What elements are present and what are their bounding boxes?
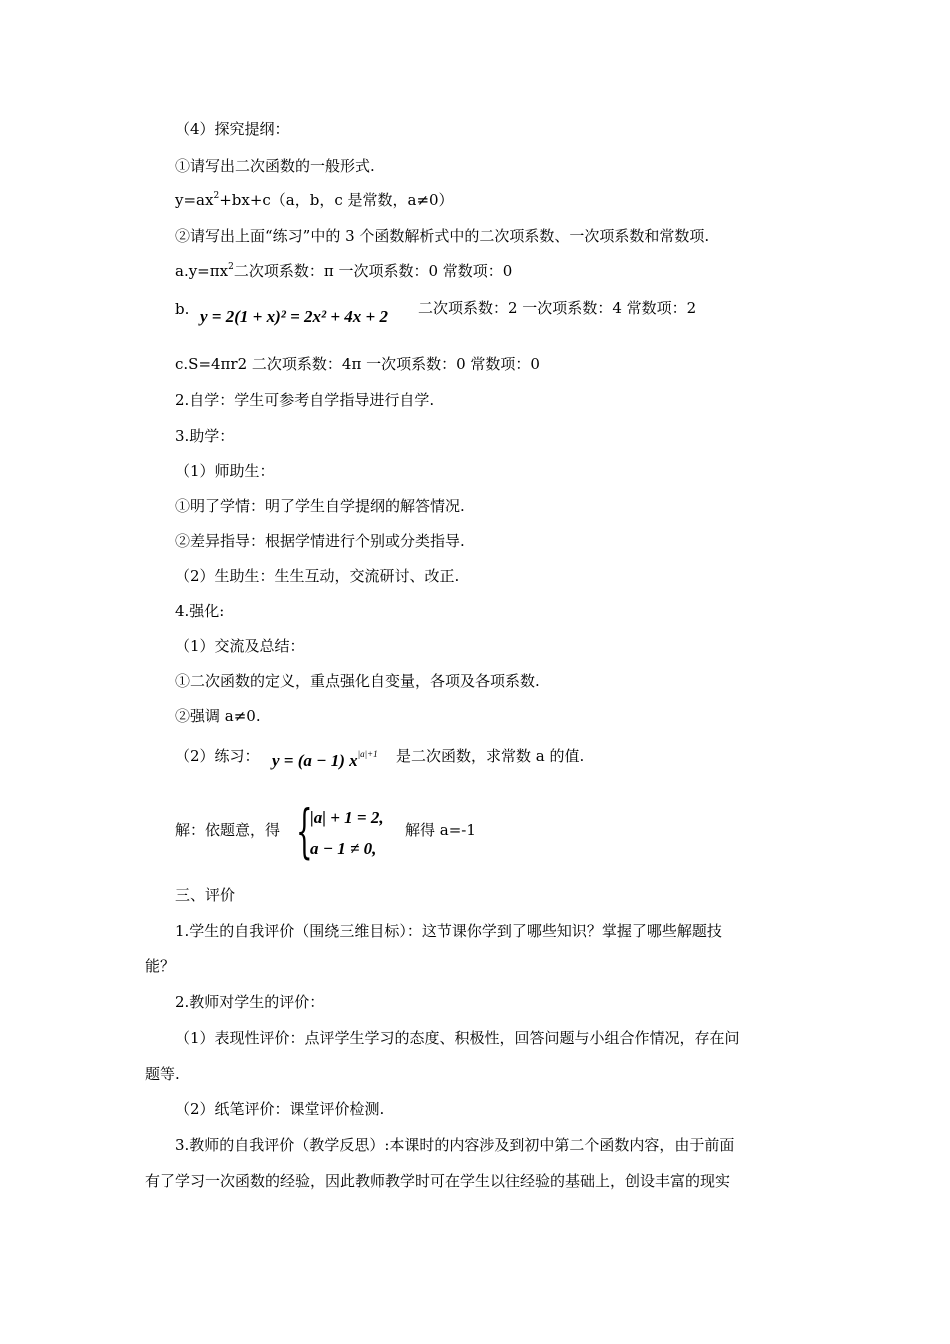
summary-item-1: ①二次函数的定义，重点强化自变量，各项及各项系数. bbox=[175, 672, 540, 690]
step-reinforce: 4.强化: bbox=[175, 602, 225, 620]
solution-label: 解：依题意，得 bbox=[175, 821, 281, 839]
teacher-help-item-2: ②差异指导：根据学情进行个别或分类指导. bbox=[175, 532, 465, 550]
general-form-pre: y=ax bbox=[175, 191, 214, 209]
exchange-summary-heading: （1）交流及总结： bbox=[175, 637, 305, 655]
question-coefficients: ②请写出上面“练习”中的 3 个函数解析式中的二次项系数、一次项系数和常数项. bbox=[175, 227, 710, 245]
heading-exploration-outline: （4）探究提纲： bbox=[175, 120, 290, 138]
example-b-label: b. bbox=[175, 300, 190, 318]
example-c: c.S=4πr2 二次项系数：4π 一次项系数：0 常数项：0 bbox=[175, 355, 540, 373]
written-evaluation: （2）纸笔评价：课堂评价检测. bbox=[175, 1100, 385, 1118]
exercise-formula bbox=[272, 751, 378, 773]
step-self-study: 2.自学：学生可参考自学指导进行自学. bbox=[175, 391, 435, 409]
student-help: （2）生助生：生生互动，交流研讨、改正. bbox=[175, 567, 460, 585]
example-a bbox=[175, 261, 512, 281]
question-general-form: ①请写出二次函数的一般形式. bbox=[175, 157, 375, 175]
exercise-question: 是二次函数，求常数 a 的值. bbox=[396, 747, 585, 765]
teacher-reflection-line-2: 有了学习一次函数的经验，因此教师教学时可在学生以往经验的基础上，创设丰富的现实 bbox=[145, 1172, 731, 1190]
performance-evaluation-line-1: （1）表现性评价：点评学生学习的态度、积极性，回答问题与小组合作情况，存在问 bbox=[175, 1029, 740, 1047]
equation-system bbox=[296, 797, 396, 865]
solution-result: 解得 a=-1 bbox=[405, 821, 476, 839]
example-b-formula: y = 2(1 + x)² = 2x² + 4x + 2 bbox=[200, 307, 388, 326]
example-a-pre: a.y=πx bbox=[175, 262, 229, 280]
general-form-answer bbox=[175, 190, 454, 210]
step-assisted-study: 3.助学： bbox=[175, 427, 235, 445]
self-evaluation-line-1: 1.学生的自我评价（围绕三维目标）：这节课你学到了哪些知识？掌握了哪些解题技 bbox=[175, 922, 722, 940]
left-brace: { bbox=[296, 797, 313, 865]
teacher-reflection-line-1: 3.教师的自我评价（教学反思）:本课时的内容涉及到初中第二个函数内容，由于前面 bbox=[175, 1136, 735, 1154]
general-form-sup: 2 bbox=[213, 191, 220, 201]
exercise-label: （2）练习： bbox=[175, 747, 260, 765]
example-b-coefficients: 二次项系数：2 一次项系数：4 常数项：2 bbox=[418, 299, 697, 317]
summary-item-2: ②强调 a≠0. bbox=[175, 707, 261, 725]
teacher-help-item-1: ①明了学情：明了学生自学提纲的解答情况. bbox=[175, 497, 465, 515]
section-evaluation: 三、评价 bbox=[175, 886, 236, 904]
general-form-post: +bx+c（a，b，c 是常数，a≠0） bbox=[219, 191, 454, 209]
teacher-evaluation-heading: 2.教师对学生的评价： bbox=[175, 993, 325, 1011]
teacher-help-heading: （1）师助生： bbox=[175, 462, 275, 480]
system-equation-2: a − 1 ≠ 0, bbox=[310, 839, 377, 858]
performance-evaluation-line-2: 题等. bbox=[145, 1065, 180, 1083]
exercise-formula-base: y = (a − 1) x bbox=[272, 751, 358, 770]
example-a-sup: 2 bbox=[228, 262, 234, 272]
exercise-formula-exponent: |a|+1 bbox=[357, 749, 378, 759]
self-evaluation-line-2: 能？ bbox=[145, 957, 176, 975]
system-equation-1: |a| + 1 = 2, bbox=[310, 808, 384, 827]
example-a-post: 二次项系数：π 一次项系数：0 常数项：0 bbox=[233, 262, 513, 280]
